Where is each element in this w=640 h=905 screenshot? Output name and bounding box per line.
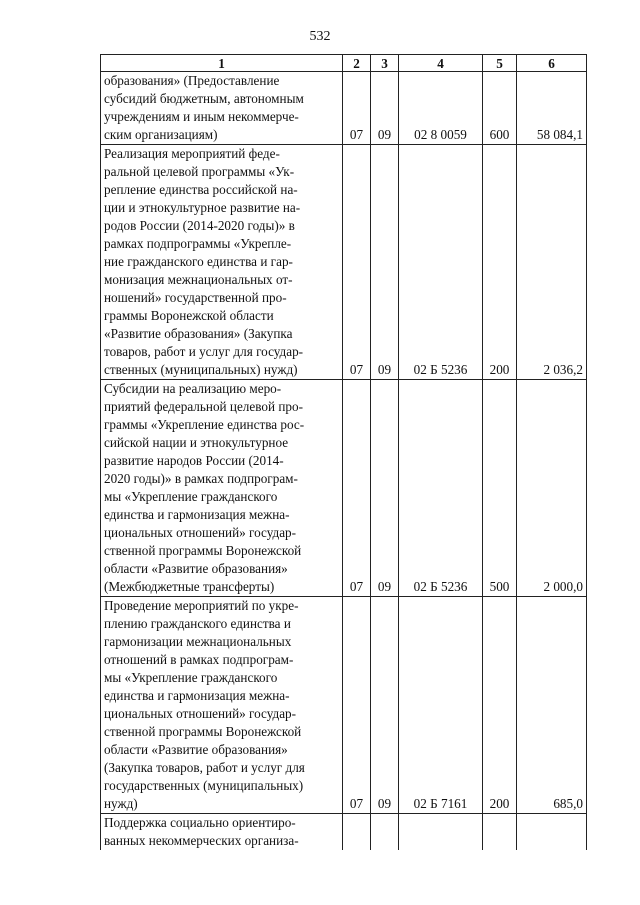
row-description: Субсидии на реализацию меро- приятий федеральной целевой про- граммы «Укрепление единства рос- сийской нации и этнокультурное развитие народов России (2014- 2020 годы)» в рамках подпрограм- мы «Укрепление гражданского единства и гармонизация межна- циональных отношений» государ- ственной программы Воронежской области «Развитие образования» (Межбюджетные трансферты) [101,380,343,597]
amount: 2 000,0 [517,380,587,597]
table-row [101,72,587,145]
amount: 2 036,2 [517,145,587,380]
section-code [343,814,371,851]
expense-type-code: 200 [483,597,517,814]
subsection-code: 09 [371,597,399,814]
subsection-code: 09 [371,380,399,597]
expense-type-code: 200 [483,145,517,380]
section-code: 07 [343,597,371,814]
row-description: образования» (Предоставление субсидий бюджетным, автономным учреждениям и иным некоммерче- ским организациям) [101,72,343,145]
section-code: 07 [343,145,371,380]
section-code: 07 [343,380,371,597]
expense-type-code [483,814,517,851]
table-row [101,597,587,814]
expense-type-code: 500 [483,380,517,597]
column-header-5: 5 [483,55,517,72]
column-header-2: 2 [343,55,371,72]
target-article-code: 02 Б 5236 [399,380,483,597]
table-row [101,145,587,380]
table-header-row [101,55,587,72]
budget-table [100,54,587,850]
target-article-code [399,814,483,851]
column-header-4: 4 [399,55,483,72]
amount [517,814,587,851]
row-description: Проведение мероприятий по укре- плению гражданского единства и гармонизации межнациональных отношений в рамках подпрограм- мы «Укрепление гражданского единства и гармонизация межна- циональных отношений» государ- ственной программы Воронежской области «Развитие образования» (Закупка товаров, работ и услуг для государственных (муниципальных) нужд) [101,597,343,814]
column-header-1: 1 [101,55,343,72]
subsection-code [371,814,399,851]
column-header-3: 3 [371,55,399,72]
row-description: Реализация мероприятий феде- ральной целевой программы «Ук- репление единства российской на- ции и этнокультурное развитие на- родов России (2014-2020 годы)» в рамках подпрограммы «Укрепле- ние гражданского единства и гар- монизация межнациональных от- ношений» государственной про- граммы Воронежской области «Развитие образования» (Закупка товаров, работ и услуг для государ- ственных (муниципальных) нужд) [101,145,343,380]
amount: 58 084,1 [517,72,587,145]
target-article-code: 02 8 0059 [399,72,483,145]
subsection-code: 09 [371,72,399,145]
column-header-6: 6 [517,55,587,72]
section-code: 07 [343,72,371,145]
table-row [101,814,587,851]
subsection-code: 09 [371,145,399,380]
row-description: Поддержка социально ориентиро- ванных некоммерческих организа- [101,814,343,851]
table-row [101,380,587,597]
target-article-code: 02 Б 5236 [399,145,483,380]
target-article-code: 02 Б 7161 [399,597,483,814]
page-number: 532 [309,29,331,44]
expense-type-code: 600 [483,72,517,145]
amount: 685,0 [517,597,587,814]
